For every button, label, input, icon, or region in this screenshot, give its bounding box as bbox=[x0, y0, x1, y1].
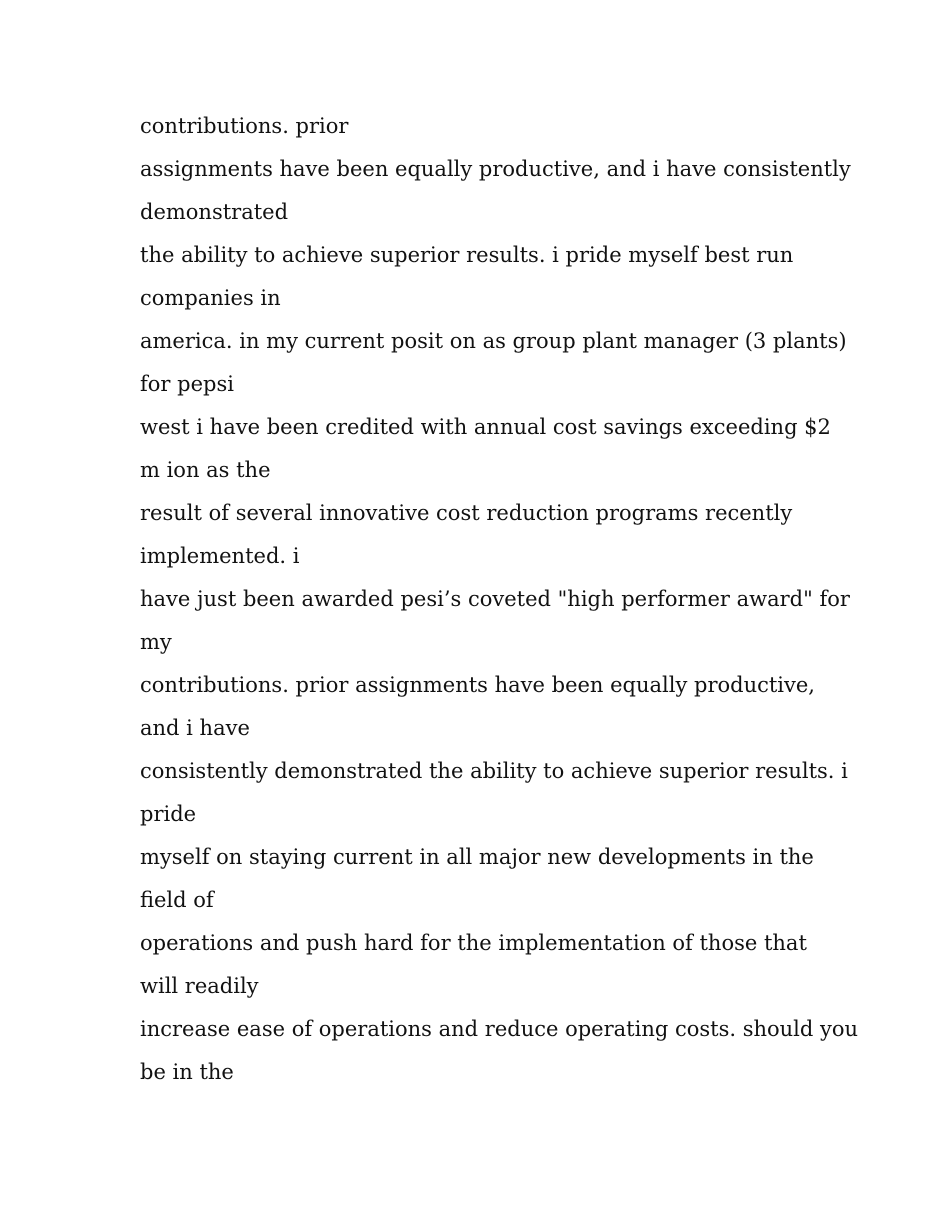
body-text bbox=[140, 105, 859, 1094]
text-line: contributions. prior bbox=[140, 114, 349, 138]
text-line: companies in bbox=[140, 286, 281, 310]
text-line: myself on staying current in all major new developments in the bbox=[140, 845, 814, 869]
text-line: america. in my current posit on as group plant manager (3 plants) bbox=[140, 329, 847, 353]
text-line: have just been awarded pesi’s coveted "high performer award" for bbox=[140, 587, 850, 611]
text-line: increase ease of operations and reduce operating costs. should you bbox=[140, 1017, 859, 1041]
text-line: will readily bbox=[140, 974, 259, 998]
text-line: field of bbox=[140, 888, 214, 912]
text-line: my bbox=[140, 630, 172, 654]
text-line: assignments have been equally productive, and i have consistently bbox=[140, 157, 851, 181]
text-line: demonstrated bbox=[140, 200, 289, 224]
text-line: the ability to achieve superior results. i pride myself best run bbox=[140, 243, 794, 267]
text-line: implemented. i bbox=[140, 544, 300, 568]
text-line: contributions. prior assignments have been equally productive, bbox=[140, 673, 815, 697]
text-line: and i have bbox=[140, 716, 250, 740]
text-line: for pepsi bbox=[140, 372, 234, 396]
text-line: operations and push hard for the implementation of those that bbox=[140, 931, 807, 955]
text-line: pride bbox=[140, 802, 197, 826]
text-line: result of several innovative cost reduction programs recently bbox=[140, 501, 793, 525]
text-line: be in the bbox=[140, 1060, 234, 1084]
text-line: consistently demonstrated the ability to achieve superior results. i bbox=[140, 759, 848, 783]
text-line: west i have been credited with annual cost savings exceeding $2 bbox=[140, 415, 831, 439]
text-line: m ion as the bbox=[140, 458, 271, 482]
